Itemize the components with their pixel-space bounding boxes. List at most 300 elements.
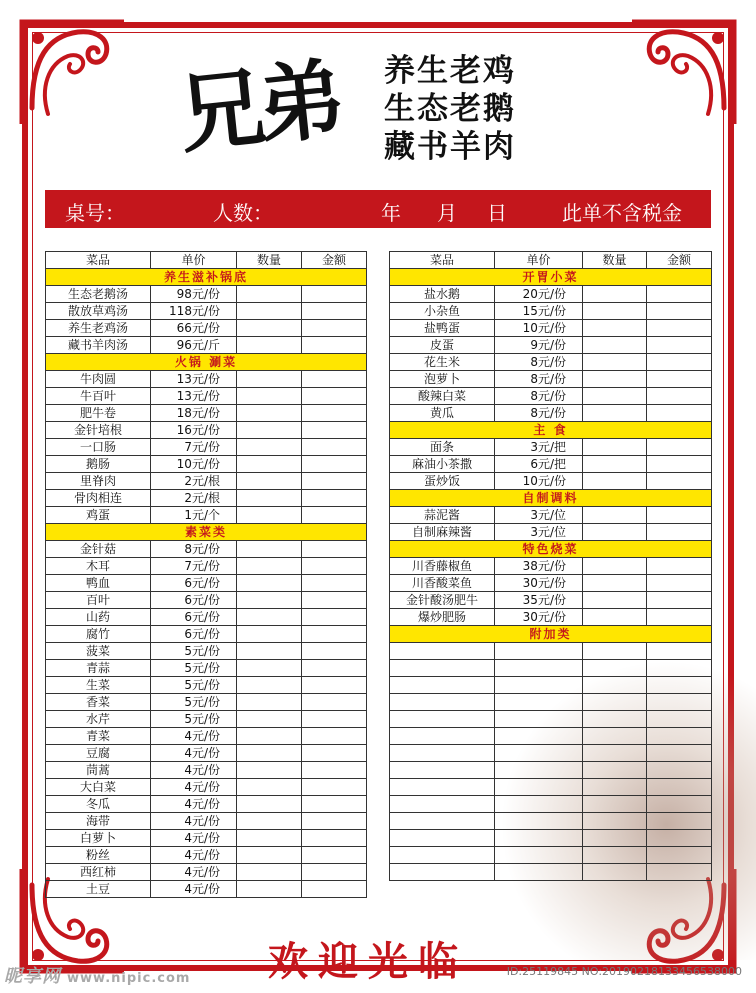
table-row — [46, 422, 367, 439]
dish-name — [390, 694, 495, 711]
quantity-cell[interactable] — [583, 371, 647, 388]
dish-name — [390, 830, 495, 847]
quantity-cell[interactable] — [583, 507, 647, 524]
table-row — [390, 405, 712, 422]
quantity-cell[interactable] — [583, 847, 647, 864]
dish-price: 4元/份 — [151, 881, 237, 898]
dish-name: 养生老鸡汤 — [46, 320, 151, 337]
quantity-cell[interactable] — [583, 405, 647, 422]
quantity-cell[interactable] — [237, 609, 302, 626]
quantity-cell[interactable] — [237, 864, 302, 881]
dish-price: 10元/份 — [495, 473, 583, 490]
dish-name — [390, 745, 495, 762]
dish-price: 7元/份 — [151, 439, 237, 456]
watermark-logo — [4, 962, 190, 988]
quantity-cell[interactable] — [583, 456, 647, 473]
dish-name — [390, 864, 495, 881]
amount-cell[interactable] — [647, 558, 712, 575]
dish-price: 6元/份 — [151, 575, 237, 592]
dish-price: 8元/份 — [495, 354, 583, 371]
month-label: 月 — [437, 201, 457, 225]
dish-name — [390, 728, 495, 745]
amount-cell[interactable] — [302, 592, 367, 609]
dish-name: 粉丝 — [46, 847, 151, 864]
amount-cell[interactable] — [302, 813, 367, 830]
dish-price: 3元/把 — [495, 439, 583, 456]
quantity-cell[interactable] — [583, 473, 647, 490]
amount-cell[interactable] — [302, 456, 367, 473]
quantity-cell[interactable] — [583, 558, 647, 575]
column-header: 金额 — [302, 252, 367, 269]
dish-price — [495, 762, 583, 779]
quantity-cell[interactable] — [237, 439, 302, 456]
amount-cell[interactable] — [647, 796, 712, 813]
amount-cell[interactable] — [647, 762, 712, 779]
amount-cell[interactable] — [647, 405, 712, 422]
dish-name: 自制麻辣酱 — [390, 524, 495, 541]
quantity-cell[interactable] — [583, 303, 647, 320]
welcome-text: 欢迎光临 — [268, 938, 468, 985]
dish-price — [495, 694, 583, 711]
dish-name — [390, 711, 495, 728]
table-row — [46, 371, 367, 388]
quantity-cell[interactable] — [237, 371, 302, 388]
table-row — [46, 490, 367, 507]
amount-cell[interactable] — [647, 303, 712, 320]
amount-cell[interactable] — [647, 830, 712, 847]
tax-note: 此单不含税金 — [562, 201, 682, 225]
amount-cell[interactable] — [302, 303, 367, 320]
quantity-cell[interactable] — [237, 286, 302, 303]
dish-name: 泡萝卜 — [390, 371, 495, 388]
dish-price: 30元/份 — [495, 575, 583, 592]
quantity-cell[interactable] — [583, 524, 647, 541]
amount-cell[interactable] — [302, 286, 367, 303]
table-row — [46, 558, 367, 575]
table-row — [390, 677, 712, 694]
table-row — [390, 439, 712, 456]
dish-name: 生态老鹅汤 — [46, 286, 151, 303]
amount-cell[interactable] — [302, 558, 367, 575]
quantity-cell[interactable] — [237, 490, 302, 507]
amount-cell[interactable] — [302, 575, 367, 592]
amount-cell[interactable] — [302, 643, 367, 660]
amount-cell[interactable] — [647, 473, 712, 490]
section-header-row — [390, 626, 712, 643]
amount-cell[interactable] — [647, 592, 712, 609]
dish-price: 35元/份 — [495, 592, 583, 609]
dish-price — [495, 711, 583, 728]
dish-name: 黄瓜 — [390, 405, 495, 422]
table-row — [46, 388, 367, 405]
quantity-cell[interactable] — [237, 626, 302, 643]
quantity-cell[interactable] — [237, 881, 302, 898]
column-header: 单价 — [151, 252, 237, 269]
amount-cell[interactable] — [302, 762, 367, 779]
table-row — [390, 813, 712, 830]
section-title: 主 食 — [390, 422, 712, 439]
quantity-cell[interactable] — [237, 796, 302, 813]
table-row — [390, 575, 712, 592]
table-row — [390, 864, 712, 881]
quantity-cell[interactable] — [237, 541, 302, 558]
amount-cell[interactable] — [302, 728, 367, 745]
quantity-cell[interactable] — [583, 762, 647, 779]
dish-price: 7元/份 — [151, 558, 237, 575]
dish-name — [390, 762, 495, 779]
table-row — [46, 473, 367, 490]
tagline: 生态老鹅 — [384, 91, 516, 127]
dish-price: 5元/份 — [151, 711, 237, 728]
table-row — [390, 371, 712, 388]
amount-cell[interactable] — [647, 507, 712, 524]
table-row — [390, 796, 712, 813]
dish-price: 4元/份 — [151, 830, 237, 847]
quantity-cell[interactable] — [583, 694, 647, 711]
table-row — [46, 541, 367, 558]
amount-cell[interactable] — [647, 745, 712, 762]
quantity-cell[interactable] — [237, 779, 302, 796]
table-row — [46, 728, 367, 745]
dish-price: 6元/份 — [151, 626, 237, 643]
table-row — [390, 507, 712, 524]
column-header: 菜品 — [46, 252, 151, 269]
amount-cell[interactable] — [302, 507, 367, 524]
dish-price: 66元/份 — [151, 320, 237, 337]
table-row — [390, 524, 712, 541]
amount-cell[interactable] — [302, 864, 367, 881]
table-row — [46, 456, 367, 473]
section-title: 开胃小菜 — [390, 269, 712, 286]
dish-name: 酸辣白菜 — [390, 388, 495, 405]
table-header-row — [390, 252, 712, 269]
dish-name: 豆腐 — [46, 745, 151, 762]
quantity-cell[interactable] — [583, 354, 647, 371]
dish-name: 木耳 — [46, 558, 151, 575]
table-row — [390, 558, 712, 575]
dish-price — [495, 796, 583, 813]
dish-price: 4元/份 — [151, 864, 237, 881]
table-row — [390, 830, 712, 847]
dish-name: 西红柿 — [46, 864, 151, 881]
quantity-cell[interactable] — [237, 507, 302, 524]
quantity-cell[interactable] — [583, 609, 647, 626]
amount-cell[interactable] — [302, 422, 367, 439]
dish-price: 6元/把 — [495, 456, 583, 473]
amount-cell[interactable] — [302, 694, 367, 711]
dish-price: 4元/份 — [151, 779, 237, 796]
amount-cell[interactable] — [302, 796, 367, 813]
amount-cell[interactable] — [302, 371, 367, 388]
table-row — [46, 847, 367, 864]
dish-name: 麻油小茶撒 — [390, 456, 495, 473]
section-header-row — [390, 490, 712, 507]
section-header-row — [46, 524, 367, 541]
dish-name — [390, 643, 495, 660]
table-row — [46, 320, 367, 337]
amount-cell[interactable] — [302, 660, 367, 677]
quantity-cell[interactable] — [237, 728, 302, 745]
people-count-label: 人数： — [213, 201, 273, 225]
dish-price: 5元/份 — [151, 677, 237, 694]
column-header: 数量 — [583, 252, 647, 269]
table-row — [46, 881, 367, 898]
quantity-cell[interactable] — [237, 745, 302, 762]
dish-price: 8元/份 — [151, 541, 237, 558]
amount-cell[interactable] — [302, 320, 367, 337]
dish-price: 13元/份 — [151, 388, 237, 405]
section-title: 素菜类 — [46, 524, 367, 541]
amount-cell[interactable] — [647, 439, 712, 456]
quantity-cell[interactable] — [237, 558, 302, 575]
dish-name: 香菜 — [46, 694, 151, 711]
quantity-cell[interactable] — [583, 286, 647, 303]
dish-price: 96元/斤 — [151, 337, 237, 354]
menu-table-left — [45, 251, 367, 898]
table-row — [390, 694, 712, 711]
table-number-label: 桌号： — [65, 201, 125, 225]
dish-price: 9元/份 — [495, 337, 583, 354]
amount-cell[interactable] — [647, 286, 712, 303]
quantity-cell[interactable] — [237, 303, 302, 320]
table-row — [390, 609, 712, 626]
quantity-cell[interactable] — [237, 405, 302, 422]
amount-cell[interactable] — [647, 660, 712, 677]
watermark-id: ID:25119845 NO:20190218133456538000 — [506, 965, 742, 978]
dish-price: 13元/份 — [151, 371, 237, 388]
section-header-row — [390, 422, 712, 439]
amount-cell[interactable] — [647, 779, 712, 796]
quantity-cell[interactable] — [237, 643, 302, 660]
dish-name: 水芹 — [46, 711, 151, 728]
amount-cell[interactable] — [647, 813, 712, 830]
dish-price — [495, 864, 583, 881]
quantity-cell[interactable] — [583, 388, 647, 405]
dish-name: 鹅肠 — [46, 456, 151, 473]
amount-cell[interactable] — [302, 711, 367, 728]
amount-cell[interactable] — [302, 405, 367, 422]
table-row — [390, 354, 712, 371]
table-row — [390, 592, 712, 609]
menu-rows — [46, 269, 367, 898]
amount-cell[interactable] — [302, 490, 367, 507]
quantity-cell[interactable] — [237, 660, 302, 677]
dish-name — [390, 677, 495, 694]
dish-name: 盐水鹅 — [390, 286, 495, 303]
dish-price: 4元/份 — [151, 847, 237, 864]
dish-name: 蒜泥酱 — [390, 507, 495, 524]
dish-price: 1元/个 — [151, 507, 237, 524]
table-row — [390, 643, 712, 660]
amount-cell[interactable] — [302, 473, 367, 490]
dish-price: 16元/份 — [151, 422, 237, 439]
dish-name: 金针酸汤肥牛 — [390, 592, 495, 609]
dish-price: 4元/份 — [151, 728, 237, 745]
amount-cell[interactable] — [647, 320, 712, 337]
dish-price: 8元/份 — [495, 405, 583, 422]
table-row — [46, 660, 367, 677]
table-row — [46, 694, 367, 711]
quantity-cell[interactable] — [583, 813, 647, 830]
dish-price: 4元/份 — [151, 762, 237, 779]
dish-name: 菠菜 — [46, 643, 151, 660]
dish-price: 38元/份 — [495, 558, 583, 575]
table-row — [46, 796, 367, 813]
quantity-cell[interactable] — [583, 745, 647, 762]
amount-cell[interactable] — [302, 439, 367, 456]
dish-name: 白萝卜 — [46, 830, 151, 847]
dish-name: 土豆 — [46, 881, 151, 898]
amount-cell[interactable] — [647, 354, 712, 371]
dish-price: 4元/份 — [151, 796, 237, 813]
quantity-cell[interactable] — [583, 830, 647, 847]
amount-cell[interactable] — [647, 711, 712, 728]
dish-price: 5元/份 — [151, 660, 237, 677]
amount-cell[interactable] — [647, 575, 712, 592]
table-row — [46, 286, 367, 303]
dish-price: 5元/份 — [151, 694, 237, 711]
column-header: 金额 — [647, 252, 712, 269]
amount-cell[interactable] — [302, 609, 367, 626]
tagline: 养生老鸡 — [384, 53, 516, 89]
amount-cell[interactable] — [302, 881, 367, 898]
quantity-cell[interactable] — [237, 694, 302, 711]
table-row — [46, 303, 367, 320]
dish-name: 里脊肉 — [46, 473, 151, 490]
amount-cell[interactable] — [647, 728, 712, 745]
quantity-cell[interactable] — [237, 320, 302, 337]
table-row — [390, 303, 712, 320]
quantity-cell[interactable] — [237, 337, 302, 354]
quantity-cell[interactable] — [583, 779, 647, 796]
dish-name — [390, 847, 495, 864]
table-row — [46, 337, 367, 354]
quantity-cell[interactable] — [237, 813, 302, 830]
amount-cell[interactable] — [302, 830, 367, 847]
table-row — [390, 337, 712, 354]
amount-cell[interactable] — [647, 694, 712, 711]
quantity-cell[interactable] — [583, 677, 647, 694]
amount-cell[interactable] — [302, 745, 367, 762]
table-row — [46, 507, 367, 524]
amount-cell[interactable] — [647, 456, 712, 473]
dish-name: 爆炒肥肠 — [390, 609, 495, 626]
dish-price: 8元/份 — [495, 388, 583, 405]
dish-price: 10元/份 — [151, 456, 237, 473]
dish-price: 8元/份 — [495, 371, 583, 388]
dish-name: 散放草鸡汤 — [46, 303, 151, 320]
quantity-cell[interactable] — [583, 575, 647, 592]
dish-name: 盐鸭蛋 — [390, 320, 495, 337]
table-row — [46, 643, 367, 660]
amount-cell[interactable] — [302, 677, 367, 694]
quantity-cell[interactable] — [583, 643, 647, 660]
quantity-cell[interactable] — [237, 422, 302, 439]
dish-name: 腐竹 — [46, 626, 151, 643]
amount-cell[interactable] — [302, 626, 367, 643]
amount-cell[interactable] — [302, 388, 367, 405]
table-row — [46, 711, 367, 728]
quantity-cell[interactable] — [583, 711, 647, 728]
quantity-cell[interactable] — [583, 337, 647, 354]
amount-cell[interactable] — [647, 643, 712, 660]
dish-price: 2元/根 — [151, 490, 237, 507]
amount-cell[interactable] — [302, 541, 367, 558]
dish-name: 牛百叶 — [46, 388, 151, 405]
section-header-row — [390, 541, 712, 558]
quantity-cell[interactable] — [583, 796, 647, 813]
table-row — [46, 592, 367, 609]
quantity-cell[interactable] — [237, 762, 302, 779]
dish-price: 3元/位 — [495, 524, 583, 541]
dish-name: 川香藤椒鱼 — [390, 558, 495, 575]
dish-price: 30元/份 — [495, 609, 583, 626]
amount-cell[interactable] — [647, 371, 712, 388]
amount-cell[interactable] — [647, 524, 712, 541]
amount-cell[interactable] — [302, 337, 367, 354]
amount-cell[interactable] — [647, 847, 712, 864]
table-row — [46, 864, 367, 881]
quantity-cell[interactable] — [237, 830, 302, 847]
dish-name: 一口肠 — [46, 439, 151, 456]
quantity-cell[interactable] — [583, 592, 647, 609]
table-row — [390, 388, 712, 405]
brand-logo: 兄弟 — [173, 48, 344, 167]
table-row — [46, 439, 367, 456]
amount-cell[interactable] — [647, 337, 712, 354]
dish-name: 大白菜 — [46, 779, 151, 796]
corner-ornament-icon — [628, 18, 738, 128]
amount-cell[interactable] — [302, 779, 367, 796]
dish-price — [495, 830, 583, 847]
table-row — [390, 660, 712, 677]
dish-name: 山药 — [46, 609, 151, 626]
dish-price — [495, 813, 583, 830]
amount-cell[interactable] — [647, 388, 712, 405]
quantity-cell[interactable] — [237, 711, 302, 728]
quantity-cell[interactable] — [237, 456, 302, 473]
quantity-cell[interactable] — [583, 439, 647, 456]
quantity-cell[interactable] — [237, 388, 302, 405]
section-header-row — [46, 269, 367, 286]
amount-cell[interactable] — [302, 847, 367, 864]
table-row — [46, 575, 367, 592]
amount-cell[interactable] — [647, 677, 712, 694]
quantity-cell[interactable] — [237, 575, 302, 592]
quantity-cell[interactable] — [583, 728, 647, 745]
quantity-cell[interactable] — [237, 677, 302, 694]
quantity-cell[interactable] — [583, 660, 647, 677]
table-row — [46, 405, 367, 422]
dish-name: 蛋炒饭 — [390, 473, 495, 490]
quantity-cell[interactable] — [237, 473, 302, 490]
dish-name: 青蒜 — [46, 660, 151, 677]
table-row — [390, 320, 712, 337]
quantity-cell[interactable] — [237, 592, 302, 609]
quantity-cell[interactable] — [583, 320, 647, 337]
table-row — [390, 762, 712, 779]
dish-price — [495, 779, 583, 796]
table-row — [390, 745, 712, 762]
quantity-cell[interactable] — [583, 864, 647, 881]
amount-cell[interactable] — [647, 864, 712, 881]
dish-price: 15元/份 — [495, 303, 583, 320]
dish-name — [390, 779, 495, 796]
dish-price — [495, 660, 583, 677]
quantity-cell[interactable] — [237, 847, 302, 864]
amount-cell[interactable] — [647, 609, 712, 626]
section-header-row — [390, 269, 712, 286]
